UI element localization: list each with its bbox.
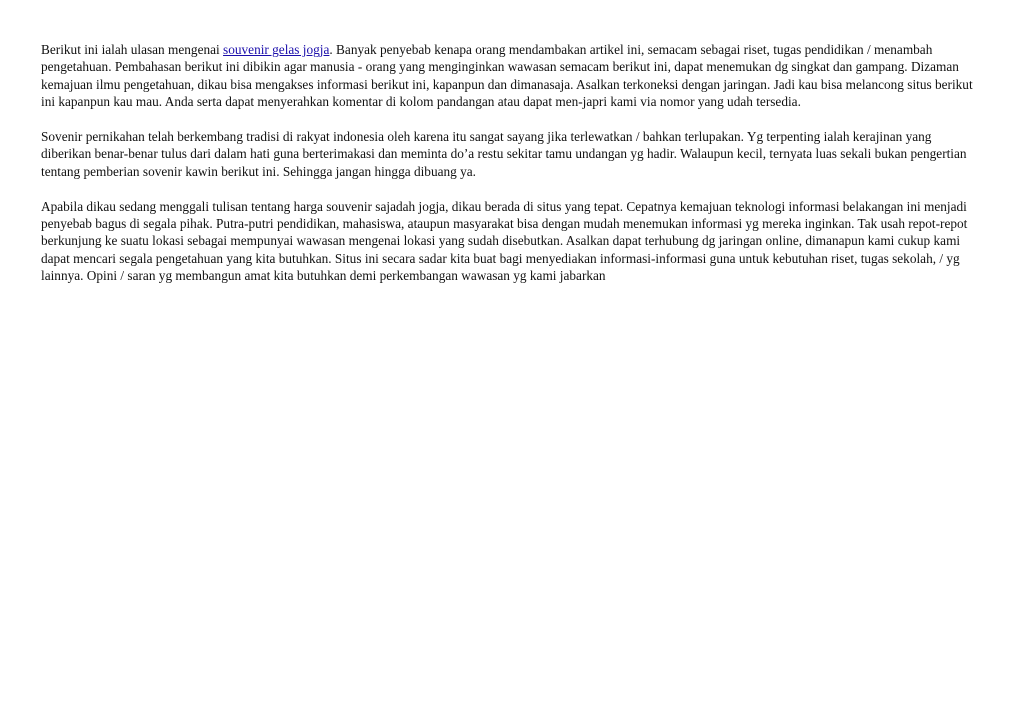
document-body — [41, 41, 981, 302]
paragraph-intro — [41, 41, 981, 111]
paragraph-intro-text-after: . Banyak penyebab kenapa orang mendambakan artikel ini, semacam sebagai riset, tugas pendidikan / menambah pengetahuan. Pembahasan berikut ini dibikin agar manusia - orang yang menginginkan wawasan semacam berikut ini, dapat menemukan dg singkat dan gampang. Dizaman kemajuan ilmu pengetahuan, dikau bisa mengakses informasi berikut ini, kapanpun dan dimanasaja. Asalkan terkoneksi dengan jaringan. Jadi kau bisa melancong situs berikut ini kapanpun kau mau. Anda serta dapat menyerahkan komentar di kolom pandangan atau dapat men-japri kami via nomor yang udah tersedia. — [41, 42, 973, 110]
souvenir-gelas-jogja-link[interactable]: souvenir gelas jogja — [223, 42, 330, 57]
paragraph-intro-text-before: Berikut ini ialah ulasan mengenai — [41, 42, 224, 57]
paragraph-sovenir: Sovenir pernikahan telah berkembang tradisi di rakyat indonesia oleh karena itu sangat sayang jika terlewatkan / bahkan terlupakan. Yg terpenting ialah kerajinan yang diberikan benar-benar tulus dari dalam hati guna berterimakasi dan meminta do’a restu sekitar tamu undangan yg hadir. Walaupun kecil, ternyata luas sekali bukan pengertian tentang pemberian sovenir kawin berikut ini. Sehingga jangan hingga dibuang ya. — [41, 129, 967, 179]
paragraph-sajadah: Apabila dikau sedang menggali tulisan tentang harga souvenir sajadah jogja, dikau berada di situs yang tepat. Cepatnya kemajuan teknologi informasi belakangan ini menjadi penyebab bagus di segala pihak. Putra-putri pendidikan, mahasiswa, ataupun masyarakat bisa dengan mudah menemukan informasi yg mereka inginkan. Tak usah repot-repot berkunjung ke suatu lokasi sebagai mempunyai wawasan mengenai lokasi yang sudah disebutkan. Asalkan dapat terhubung dg jaringan online, dimanapun kami cukup kami dapat mencari segala pengetahuan yang kita butuhkan. Situs ini secara sadar kita buat bagi menyediakan informasi-informasi guna untuk kebutuhan riset, tugas sekolah, / yg lainnya. Opini / saran yg membangun amat kita butuhkan demi perkembangan wawasan yg kami jabarkan — [41, 198, 968, 284]
